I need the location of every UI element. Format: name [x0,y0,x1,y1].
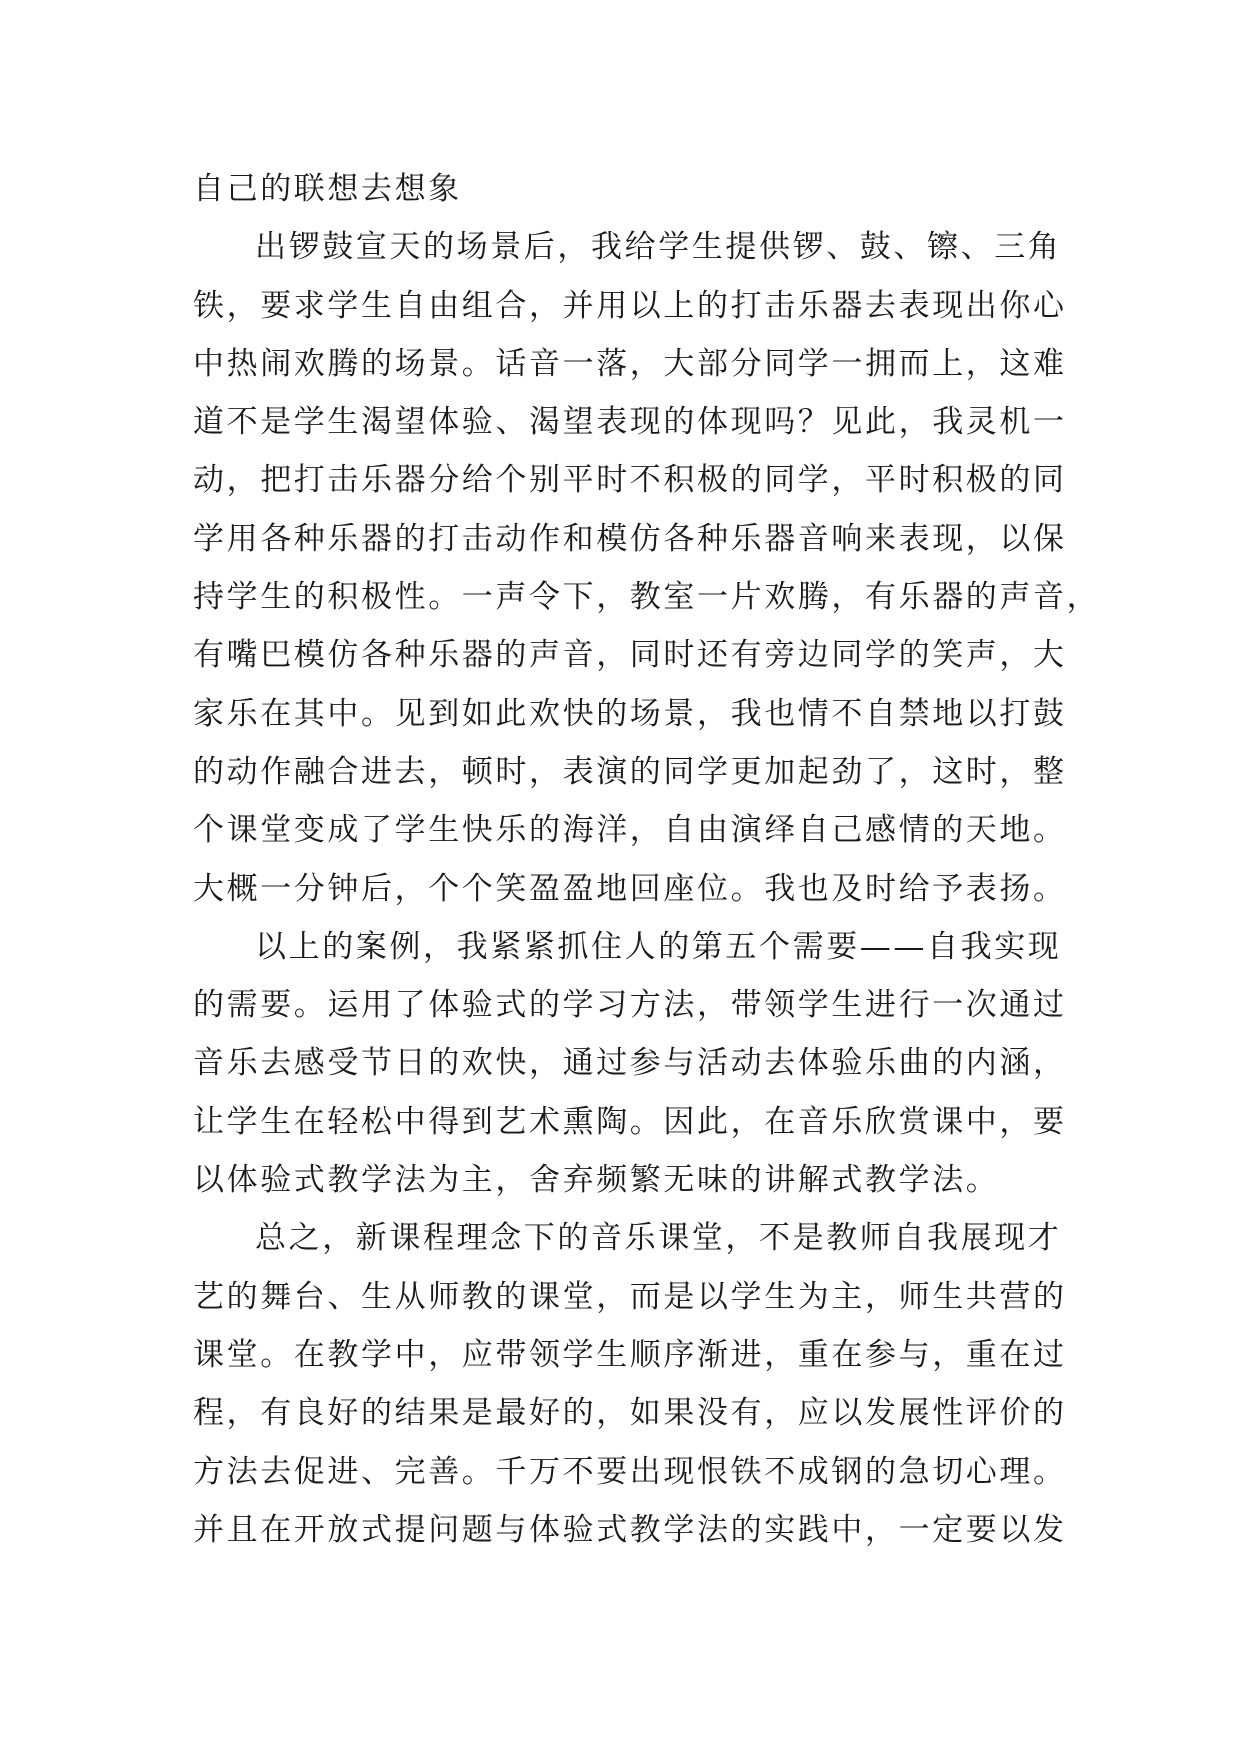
text-line: 大概一分钟后，个个笑盈盈地回座位。我也及时给予表扬。 [193,870,1067,907]
paragraph-first-line: 出锣鼓宣天的场景后，我给学生提供锣、鼓、镲、三角 [255,229,1062,266]
text-line: 方法去促进、完善。千万不要出现恨铁不成钢的急切心理。 [193,1453,1067,1490]
text-line: 动，把打击乐器分给个别平时不积极的同学，平时积极的同 [193,462,1067,499]
text-line: 家乐在其中。见到如此欢快的场景，我也情不自禁地以打鼓 [193,695,1067,732]
paragraph-first-line: 总之，新课程理念下的音乐课堂，不是教师自我展现才 [255,1220,1062,1257]
text-line: 艺的舞台、生从师教的课堂，而是以学生为主，师生共营的 [193,1278,1067,1315]
paragraph-first-line: 以上的案例，我紧紧抓住人的第五个需要——自我实现 [255,928,1062,965]
text-line: 让学生在轻松中得到艺术熏陶。因此，在音乐欣赏课中，要 [193,1103,1067,1140]
text-line: 有嘴巴模仿各种乐器的声音，同时还有旁边同学的笑声，大 [193,637,1067,674]
text-line: 个课堂变成了学生快乐的海洋，自由演绎自己感情的天地。 [193,812,1067,849]
text-line: 程，有良好的结果是最好的，如果没有，应以发展性评价的 [193,1395,1067,1432]
text-line: 音乐去感受节日的欢快，通过参与活动去体验乐曲的内涵， [193,1045,1067,1082]
body-text [193,160,1101,1559]
text-line: 以体验式教学法为主，舍弃频繁无味的讲解式教学法。 [193,1162,1000,1199]
text-line: 自己的联想去想象 [193,171,462,207]
text-line: 中热闹欢腾的场景。话音一落，大部分同学一拥而上，这难 [193,345,1067,382]
text-line: 并且在开放式提问题与体验式教学法的实践中，一定要以发 [193,1511,1067,1548]
text-line: 的动作融合进去，顿时，表演的同学更加起劲了，这时，整 [193,753,1067,790]
text-line: 课堂。在教学中，应带领学生顺序渐进，重在参与，重在过 [193,1336,1067,1373]
text-line: 学用各种乐器的打击动作和模仿各种乐器音响来表现，以保 [193,520,1067,557]
text-line: 持学生的积极性。一声令下，教室一片欢腾，有乐器的声音， [193,579,1101,616]
text-line: 铁，要求学生自由组合，并用以上的打击乐器去表现出你心 [193,287,1067,324]
text-line: 的需要。运用了体验式的学习方法，带领学生进行一次通过 [193,987,1067,1024]
text-line: 道不是学生渴望体验、渴望表现的体现吗？见此，我灵机一 [193,404,1067,441]
